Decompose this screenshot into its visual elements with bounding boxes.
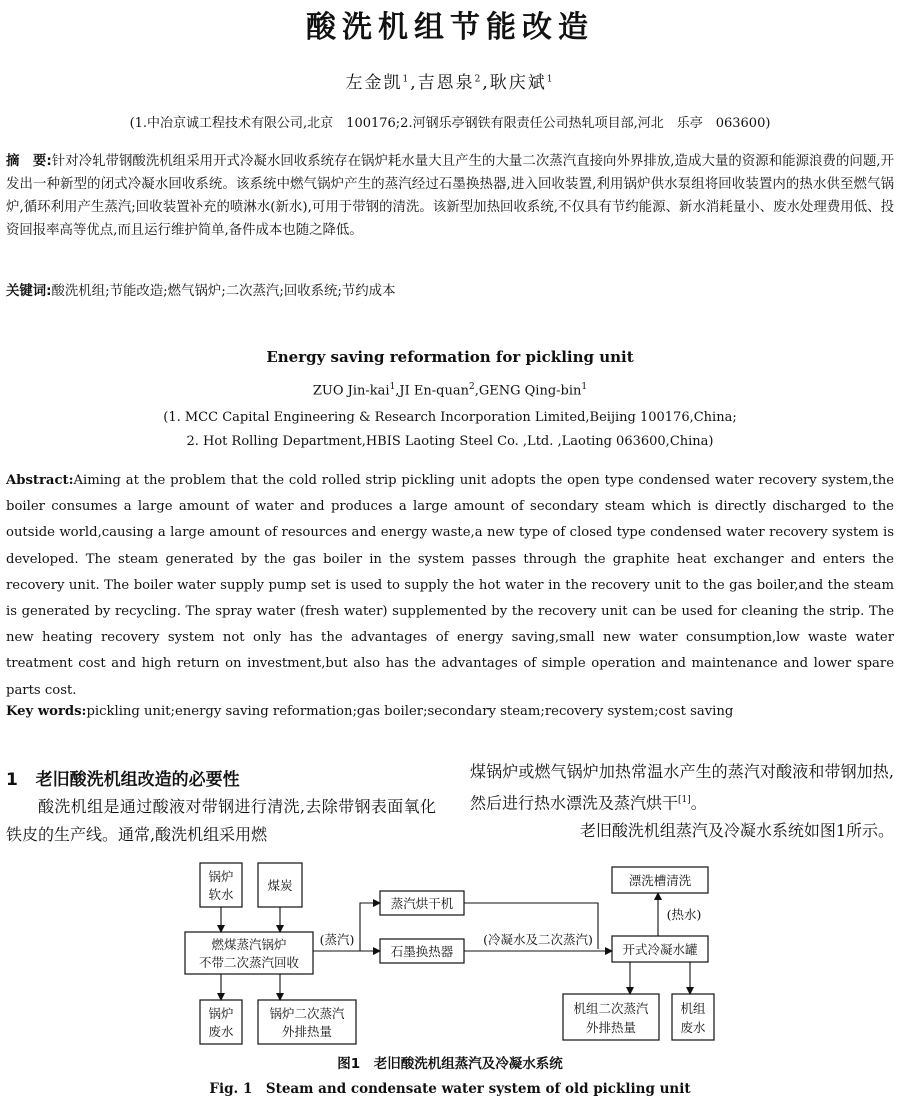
section-number: 1: [6, 770, 18, 790]
keywords-cn: [6, 280, 894, 299]
affiliation-mark: 2: [474, 74, 483, 85]
box-unit-steam-label: 外排热量: [585, 1020, 637, 1035]
label-condensate: (冷凝水及二次蒸汽): [483, 932, 593, 947]
figure-caption-cn: 图1 老旧酸洗机组蒸汽及冷凝水系统: [337, 1056, 563, 1072]
keywords-en-label: Key words:: [6, 704, 87, 719]
affiliation-en-line2: 2. Hot Rolling Department,HBIS Laoting Steel Co. ,Ltd. ,Laoting 063600,China): [186, 434, 714, 449]
paper-title: 酸洗机组节能改造: [306, 10, 594, 45]
affiliation-mark: 2: [469, 382, 475, 392]
author-name-en: ZUO Jin-kai: [312, 383, 390, 399]
label-hot-water: (热水): [666, 907, 702, 922]
author-name: 耿庆斌: [489, 73, 547, 93]
box-soft-water-label: 锅炉: [208, 869, 234, 884]
box-unit-waste-label: 机组: [680, 1001, 706, 1016]
box-soft-water-label: 软水: [208, 887, 234, 902]
section-title: 老旧酸洗机组改造的必要性: [35, 770, 240, 790]
box-coal-label: 煤炭: [267, 878, 293, 893]
box-boiler-label: 不带二次蒸汽回收: [198, 955, 300, 970]
body-paragraph: 酸洗机组是通过酸液对带钢进行清洗,去除带钢表面氧化铁皮的生产线。通常,酸洗机组采用燃: [6, 797, 436, 844]
abstract-en-text: Aiming at the problem that the cold rolled strip pickling unit adopts the open type condensed water recovery system,the boiler consumes a large amount of water and produces a large amount of secondary steam which is directly discharged to the outside world,causing a large amount of resources and energy waste,a new type of closed type condensed water recovery system is developed. The steam generated by the gas boiler in the system passes through the graphite heat exchanger and enters the recovery unit. The boiler water supply pump set is used to supply the hot water in the recovery unit to the gas boiler,and the steam is generated by recycling. The spray water (fresh water) supplemented by the recovery unit can be used for cleaning the strip. The new heating recovery system not only has the advantages of energy saving,small new water consumption,low waste water treatment cost and high return on investment,but also has the advantages of simple operation and maintenance and lower spare parts cost.: [6, 473, 894, 698]
affiliation-en-line1: (1. MCC Capital Engineering & Research Incorporation Limited,Beijing 100176,China;: [163, 410, 737, 425]
body-column-right: [470, 758, 894, 845]
box-boiler-waste-label: 废水: [208, 1024, 234, 1039]
affiliation-mark: 1: [389, 382, 396, 392]
affiliation-mark: 1: [546, 74, 555, 85]
authors-en: [0, 382, 900, 398]
box-rinse-label: 漂洗槽清洗: [628, 873, 692, 888]
box-graphite-label: 石墨换热器: [390, 944, 454, 959]
keywords-cn-text: 酸洗机组;节能改造;燃气锅炉;二次蒸汽;回收系统;节约成本: [51, 284, 396, 299]
paper-title-en: Energy saving reformation for pickling unit: [266, 348, 634, 366]
author-separator: ,JI: [395, 383, 414, 399]
body-paragraph: 老旧酸洗机组蒸汽及冷凝水系统如图1所示。: [579, 821, 894, 841]
box-boiler-steam-label: 外排热量: [281, 1024, 333, 1039]
abstract-en-label: Abstract:: [6, 473, 74, 488]
author-separator: ,GENG: [474, 383, 525, 399]
figure-caption-en: Fig. 1 Steam and condensate water system of old pickling unit: [209, 1081, 691, 1097]
author-name-en: Qing-bin: [524, 383, 582, 399]
author-name: 左金凯: [345, 73, 403, 93]
label-steam: (蒸汽): [319, 932, 355, 947]
box-tank-label: 开式冷凝水罐: [622, 942, 698, 957]
box-unit-steam-label: 机组二次蒸汽: [573, 1001, 649, 1016]
abstract-cn: [6, 150, 894, 242]
section-heading: [6, 765, 240, 790]
affiliation-mark: 1: [581, 382, 588, 392]
affiliation-cn: (1.中冶京诚工程技术有限公司,北京 100176;2.河钢乐亭钢铁有限责任公司热轧项目部,河北 乐亭 063600): [129, 116, 771, 131]
citation: [1]: [678, 795, 691, 805]
box-boiler-label: 燃煤蒸汽锅炉: [211, 937, 287, 952]
keywords-cn-label: 关键词:: [6, 284, 52, 299]
body-paragraph-cont: [470, 758, 894, 817]
affiliation-mark: 1: [402, 74, 411, 85]
keywords-en-text: pickling unit;energy saving reformation;gas boiler;secondary steam;recovery system;cost saving: [86, 704, 734, 719]
box-boiler-waste-label: 锅炉: [208, 1006, 234, 1021]
authors-cn: 左金凯$^1$,吉恩泉$^2$,耿庆斌$^1$: [345, 73, 555, 93]
abstract-cn-label: 摘 要:: [6, 154, 52, 169]
body-column-left: [6, 793, 436, 849]
box-dryer-label: 蒸汽烘干机: [390, 896, 454, 911]
author-name-en: En-quan: [413, 383, 469, 399]
arrow-to-dryer: [360, 903, 380, 951]
abstract-cn-text: 针对冷轧带钢酸洗机组采用开式冷凝水回收系统存在锅炉耗水量大且产生的大量二次蒸汽直接向外界排放,造成大量的资源和能源浪费的问题,开发出一种新型的闭式冷凝水回收系统。该系统中燃气锅炉产生的蒸汽经过石墨换热器,进入回收装置,利用锅炉供水泵组将回收装置内的热水供至燃气锅炉,循环利用产生蒸汽;回收装置补充的喷淋水(新水),可用于带钢的清洗。该新型加热回收系统,不仅具有节约能源、新水消耗量小、废水处理费用低、投资回报率高等优点,而且运行维护简单,备件成本也随之降低。: [6, 154, 894, 238]
abstract-en: [6, 468, 894, 704]
box-boiler-steam-label: 锅炉二次蒸汽: [269, 1006, 345, 1021]
author-name: 吉恩泉: [417, 73, 475, 93]
body-text: 煤锅炉或燃气锅炉加热常温水产生的蒸汽对酸液和带钢加热,然后进行热水漂洗及蒸汽烘干: [470, 762, 894, 813]
box-unit-waste-label: 废水: [680, 1020, 706, 1035]
body-text: 。: [690, 793, 707, 813]
figure-1-diagram: [180, 860, 720, 1050]
keywords-en: [6, 704, 894, 719]
